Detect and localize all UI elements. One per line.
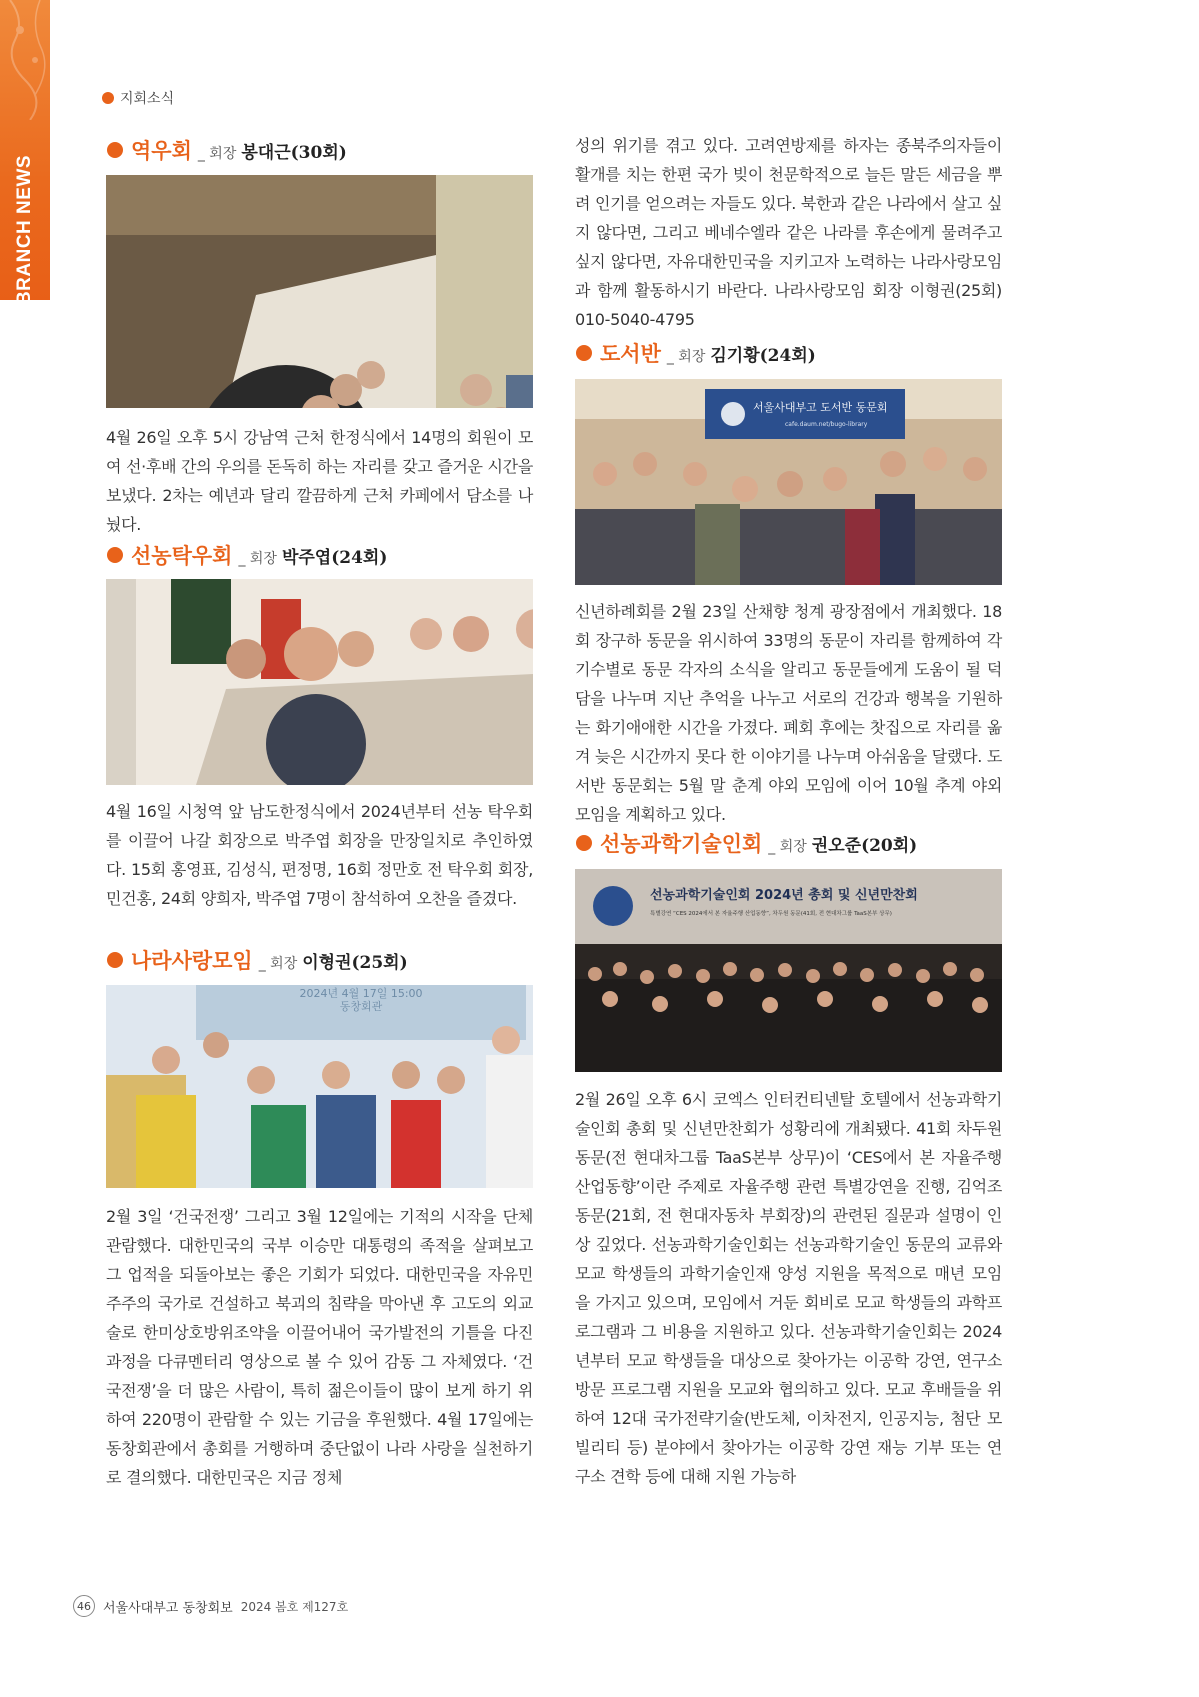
- issue-label: 2024 봄호 제127호: [240, 1599, 349, 1614]
- section-body: 4월 16일 시청역 앞 남도한정식에서 2024년부터 선농 탁우회를 이끌어 나갈 회장으로 박주엽 회장을 만장일치로 추인하였다. 15회 홍영표, 김성식, 편정명, 16회 정만호 전 탁우회 회장, 민건홍, 24회 양희자, 박주엽 7명이 참석하여 오찬을 즐겼다.: [106, 802, 533, 908]
- section-heading-doseoban: [576, 338, 816, 368]
- photo-science-group: [575, 869, 1002, 1072]
- banner-subtitle: 특별강연 “CES 2024에서 본 자율주행 산업동향”, 차두원 동문(41회, 전 현대차그룹 TaaS본부 상무): [650, 911, 892, 917]
- photo-doseoban-group: [575, 379, 1002, 585]
- bullet-dot-icon: [102, 92, 114, 104]
- page-footer: [73, 1595, 348, 1617]
- page-number: 46: [73, 1595, 95, 1617]
- section-president: 이형권(25회): [302, 953, 408, 973]
- section-role: _ 회장: [258, 956, 298, 972]
- section-name: 역우회: [131, 139, 192, 163]
- photo-overlay-date: 2024년 4월 17일 15:00: [299, 987, 423, 1000]
- section-body: 4월 26일 오후 5시 강남역 근처 한정식에서 14명의 회원이 모여 선·후배 간의 우의를 돈독히 하는 자리를 갖고 즐거운 시간을 보냈다. 2차는 예년과 달리 깔끔하게 근처 카페에서 담소를 나눴다.: [106, 428, 533, 534]
- photo-takuhoe-lunch: [106, 579, 533, 785]
- photo-overlay-place: 동창회관: [339, 1000, 383, 1013]
- section-heading-science: [576, 828, 917, 858]
- photo-narasarang-group: [106, 985, 533, 1188]
- section-tag-label: 지회소식: [120, 91, 175, 107]
- section-name: 도서반: [600, 342, 661, 366]
- side-tab-label: BRANCH NEWS: [14, 154, 35, 306]
- section-body: 2월 26일 오후 6시 코엑스 인터컨티넨탈 호텔에서 선농과학기술인회 총회 및 신년만찬회가 성황리에 개최됐다. 41회 차두원 동문(전 현대차그룹 TaaS본부 상무)이 ‘CES에서 본 자율주행 산업동향’이란 주제로 자율주행 관련 특별강연을 진행, 김억조 동문(21회, 전 현대자동차 부회장)의 관련된 질문과 설명이 인상 깊었다. 선농과학기술인회는 선농과학기술인 동문의 교류와 모교 학생들의 과학기술인재 양성 지원을 목적으로 매년 모임을 가지고 있으며, 모임에서 거둔 회비로 모교 학생들의 과학프로그램과 그 비용을 지원하고 있다. 선농과학기술인회는 2024년부터 모교 학생들을 대상으로 찾아가는 이공학 강연, 연구소 방문 프로그램 지원을 모교와 협의하고 있다. 모교 후배들을 위하여 12대 국가전략기술(반도체, 이차전지, 인공지능, 첨단 모빌리티 등) 분야에서 찾아가는 이공학 강연 재능 기부 또는 연구소 견학 등에 대해 지원 가능하: [575, 1090, 1002, 1486]
- section-name: 선농과학기술인회: [600, 832, 763, 856]
- section-body: 신년하례회를 2월 23일 산채향 청계 광장점에서 개최했다. 18회 장구하 동문을 위시하여 33명의 동문이 자리를 함께하여 각 기수별로 동문 각자의 소식을 알리고 동문들에게 도움이 될 덕담을 나누며 지난 추억을 나누고 서로의 건강과 행복을 기원하는 화기애애한 시간을 가졌다. 폐회 후에는 찻집으로 자리를 옮겨 늦은 시간까지 못다 한 이야기를 나누며 아쉬움을 달랬다. 도서반 동문회는 5월 말 춘계 야외 모임에 이어 10월 추계 야외 모임을 계획하고 있다.: [575, 602, 1002, 824]
- section-president: 박주엽(24회): [281, 548, 388, 568]
- bullet-dot-icon: [107, 952, 123, 968]
- banner-url: cafe.daum.net/bugo-library: [785, 421, 868, 428]
- section-president: 권오준(20회): [811, 836, 918, 856]
- bullet-dot-icon: [107, 142, 123, 158]
- bullet-dot-icon: [576, 345, 592, 361]
- banner-title: 서울사대부고 도서반 동문회: [753, 401, 888, 414]
- photo-yeokuhoe-dinner: [106, 175, 533, 408]
- section-role: _ 회장: [238, 551, 277, 567]
- branch-news-side-tab: [0, 0, 50, 306]
- section-role: _ 회장: [768, 839, 807, 855]
- section-body: 2월 3일 ‘건국전쟁’ 그리고 3월 12일에는 기적의 시작을 단체 관람했다. 대한민국의 국부 이승만 대통령의 족적을 살펴보고 그 업적을 되돌아보는 좋은 기회가 되었다. 대한민국을 자유민주주의 국가로 건설하고 북괴의 침략을 막아낸 후 고도의 외교술로 한미상호방위조약을 이끌어내어 국가발전의 기틀을 다진 과정을 다큐멘터리 영상으로 볼 수 있어 감동 그 자체였다. ‘건국전쟁’을 더 많은 사람이, 특히 젊은이들이 많이 보게 하기 위하여 220명이 관람할 수 있는 기금을 후원했다. 4월 17일에는 동창회관에서 총회를 거행하며 중단없이 나라 사랑을 실천하기로 결의했다. 대한민국은 지금 정체: [106, 1207, 533, 1487]
- banner-title: 선농과학기술인회 2024년 총회 및 신년만찬회: [650, 888, 918, 903]
- section-role: _ 회장: [666, 349, 706, 365]
- bullet-dot-icon: [576, 835, 592, 851]
- section-name: 선농탁우회: [131, 544, 233, 568]
- floral-pattern-icon: [0, 0, 50, 120]
- section-heading-narasarang: [107, 945, 408, 975]
- section-heading-yeokuhoe: [107, 135, 347, 165]
- bullet-dot-icon: [107, 547, 123, 563]
- section-body-continued: 성의 위기를 겪고 있다. 고려연방제를 하자는 종북주의자들이 활개를 치는 한편 국가 빚이 천문학적으로 늘든 말든 세금을 뿌려 인기를 얻으려는 자들도 있다. 북한과 같은 나라에서 살고 싶지 않다면, 그리고 베네수엘라 같은 나라를 후손에게 물려주고 싶지 않다면, 자유대한민국을 지키고자 노력하는 나라사랑모임과 함께 활동하시기 바란다. 나라사랑모임 회장 이형권(25회) 010-5040-4795: [575, 136, 1002, 329]
- section-president: 봉대근(30회): [241, 143, 347, 163]
- section-name: 나라사랑모임: [131, 949, 253, 973]
- section-president: 김기황(24회): [710, 346, 816, 366]
- section-heading-takuhoe: [107, 540, 387, 570]
- section-role: _ 회장: [197, 146, 237, 162]
- section-tag: [102, 88, 174, 108]
- publication-name: 서울사대부고 동창회보: [103, 1600, 233, 1616]
